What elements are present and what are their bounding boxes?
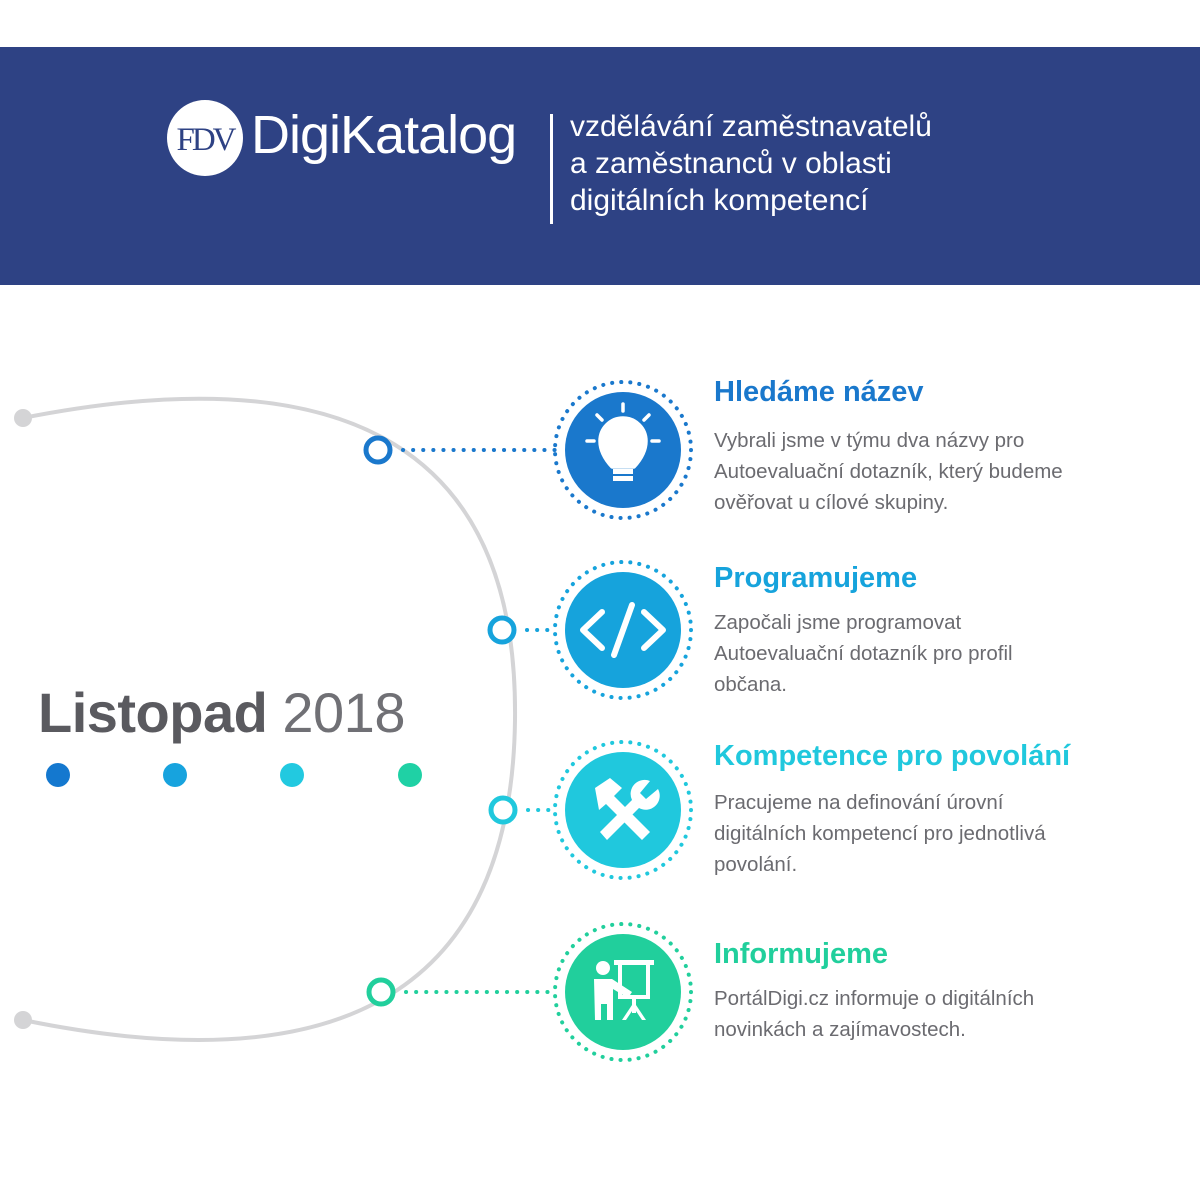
step-desc-line: Pracujeme na definování úrovní [714,791,1004,814]
step-title-1: Hledáme název [714,376,924,408]
arc-end-dot [14,1011,32,1029]
timeline-dot [163,763,187,787]
node-ring-2 [490,618,514,642]
svg-text:FDV: FDV [176,122,234,158]
step-desc-line: novinkách a zajímavostech. [714,1018,966,1041]
step-title-4: Informujeme [714,938,889,970]
step-desc-line: Autoevaluační dotazník pro profil [714,642,1013,665]
fdv-logo [166,99,244,177]
step-desc-line: Započali jsme programovat [714,611,962,634]
tagline-line: vzdělávání zaměstnavatelů [570,110,932,143]
month-year: 2018 [282,681,405,744]
tagline-line: digitálních kompetencí [570,184,869,217]
step-desc-3 [714,787,1154,880]
timeline-dot [398,763,422,787]
brand-name: DigiKatalog [251,105,517,165]
step-desc-line: občana. [714,673,787,696]
header-divider [550,114,553,224]
step-desc-4 [714,983,1154,1045]
step-desc-line: ověřovat u cílové skupiny. [714,491,949,514]
header-tagline [570,108,1030,219]
node-ring-4 [369,980,393,1004]
step-title-3: Kompetence pro povolání [714,740,1071,772]
month-label [38,680,405,746]
tagline-line: a zaměstnanců v oblasti [570,147,892,180]
node-ring-1 [366,438,390,462]
step-title-2: Programujeme [714,562,918,594]
step-desc-line: digitálních kompetencí pro jednotlivá [714,822,1046,845]
step-desc-1 [714,425,1154,518]
node-ring-3 [491,798,515,822]
month-name: Listopad [38,681,268,744]
timeline-dot [46,763,70,787]
arc-end-dot [14,409,32,427]
step-desc-2 [714,607,1154,700]
timeline-dot [280,763,304,787]
step-desc-line: povolání. [714,853,798,876]
step-desc-line: Vybrali jsme v týmu dva názvy pro [714,429,1025,452]
step-desc-line: PortálDigi.cz informuje o digitálních [714,987,1035,1010]
step-desc-line: Autoevaluační dotazník, který budeme [714,460,1063,483]
